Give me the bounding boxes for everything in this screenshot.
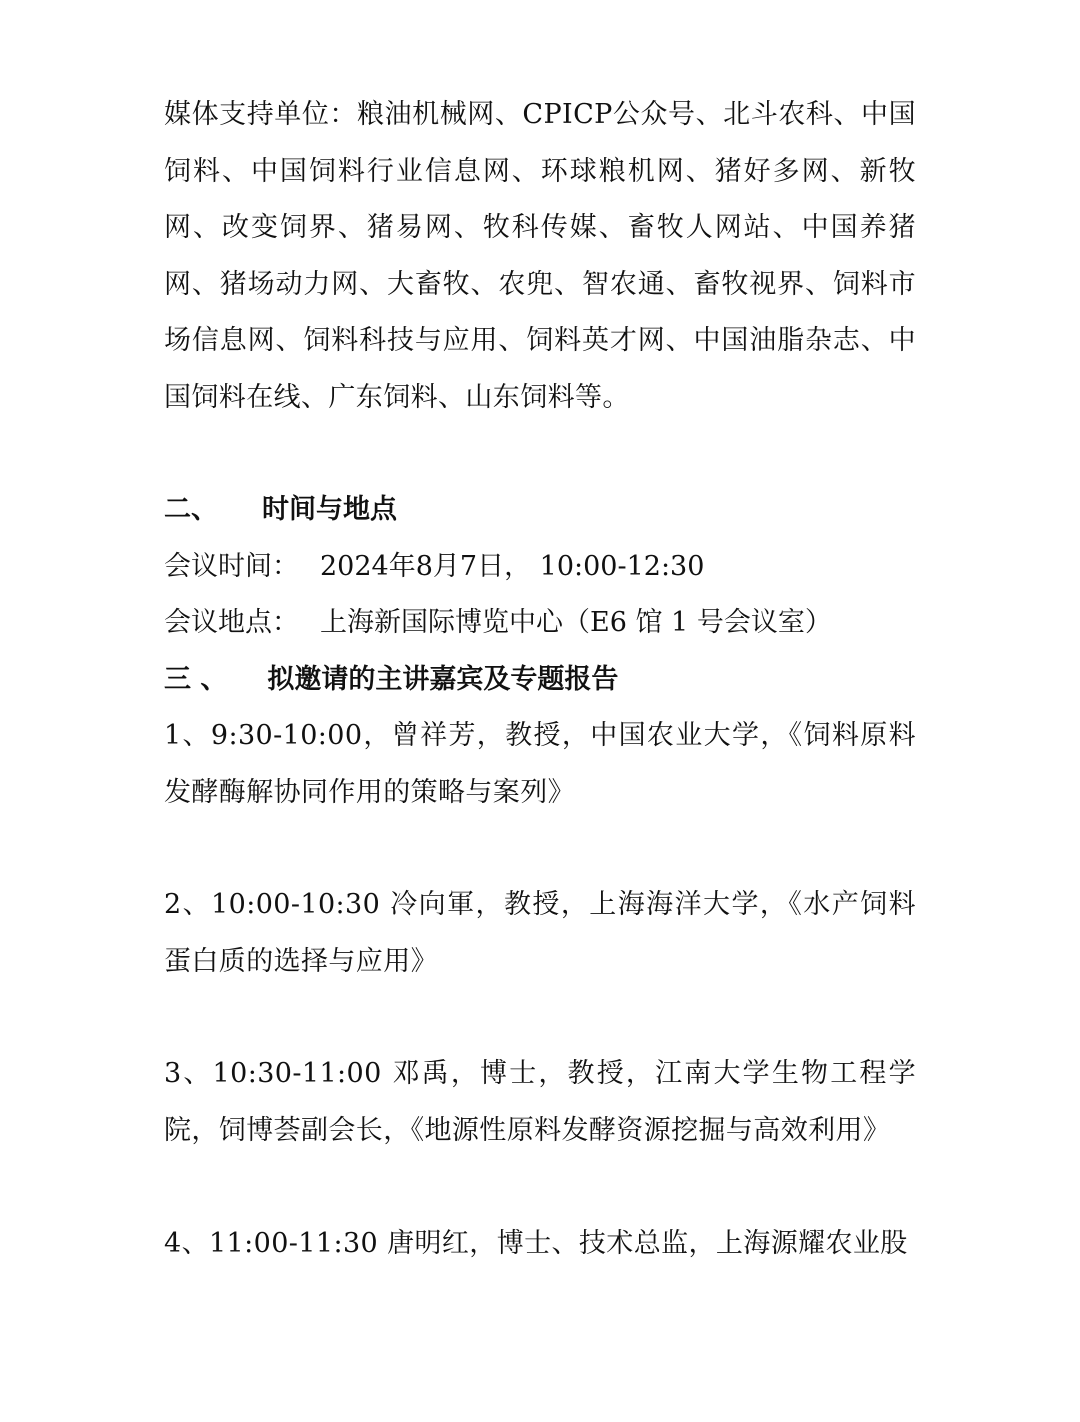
section-heading-time-place [164, 490, 397, 530]
section-title: 拟邀请的主讲嘉宾及专题报告 [267, 664, 619, 695]
talk-item: 1、9:30-10:00，曾祥芳，教授，中国农业大学，《饲料原料发酵酶解协同作用的策略与案列》 [164, 720, 916, 808]
meeting-time-label: 会议时间： [164, 551, 299, 582]
meeting-time-line [164, 547, 704, 587]
section-number: 二、 [164, 494, 218, 525]
section-title: 时间与地点 [262, 494, 397, 525]
meeting-place-label: 会议地点： [164, 607, 299, 638]
meeting-time-value: 2024年8月7日， 10:00-12:30 [320, 551, 705, 582]
meeting-place-value: 上海新国际博览中心（E6 馆 1 号会议室） [320, 607, 832, 638]
talk-item: 3、10:30-11:00 邓禹，博士，教授，江南大学生物工程学院，饲博荟副会长，《地源性原料发酵资源挖掘与高效利用》 [164, 1058, 916, 1146]
section-number: 三 、 [164, 664, 228, 695]
talk-item: 2、10:00-10:30 冷向軍，教授，上海海洋大学，《水产饲料蛋白质的选择与应用》 [164, 889, 916, 977]
media-support-paragraph: 媒体支持单位：粮油机械网、CPICP公众号、北斗农科、中国饲料、中国饲料行业信息网、环球粮机网、猪好多网、新牧网、改变饲界、猪易网、牧科传媒、畜牧人网站、中国养猪网、猪场动力网、大畜牧、农兜、智农通、畜牧视界、饲料市场信息网、饲料科技与应用、饲料英才网、中国油脂杂志、中国饲料在线、广东饲料、山东饲料等。 [164, 99, 916, 413]
section-heading-speakers [164, 660, 618, 700]
meeting-place-line [164, 603, 832, 643]
talk-item: 4、11:00-11:30 唐明红，博士、技术总监，上海源耀农业股 [164, 1228, 908, 1259]
